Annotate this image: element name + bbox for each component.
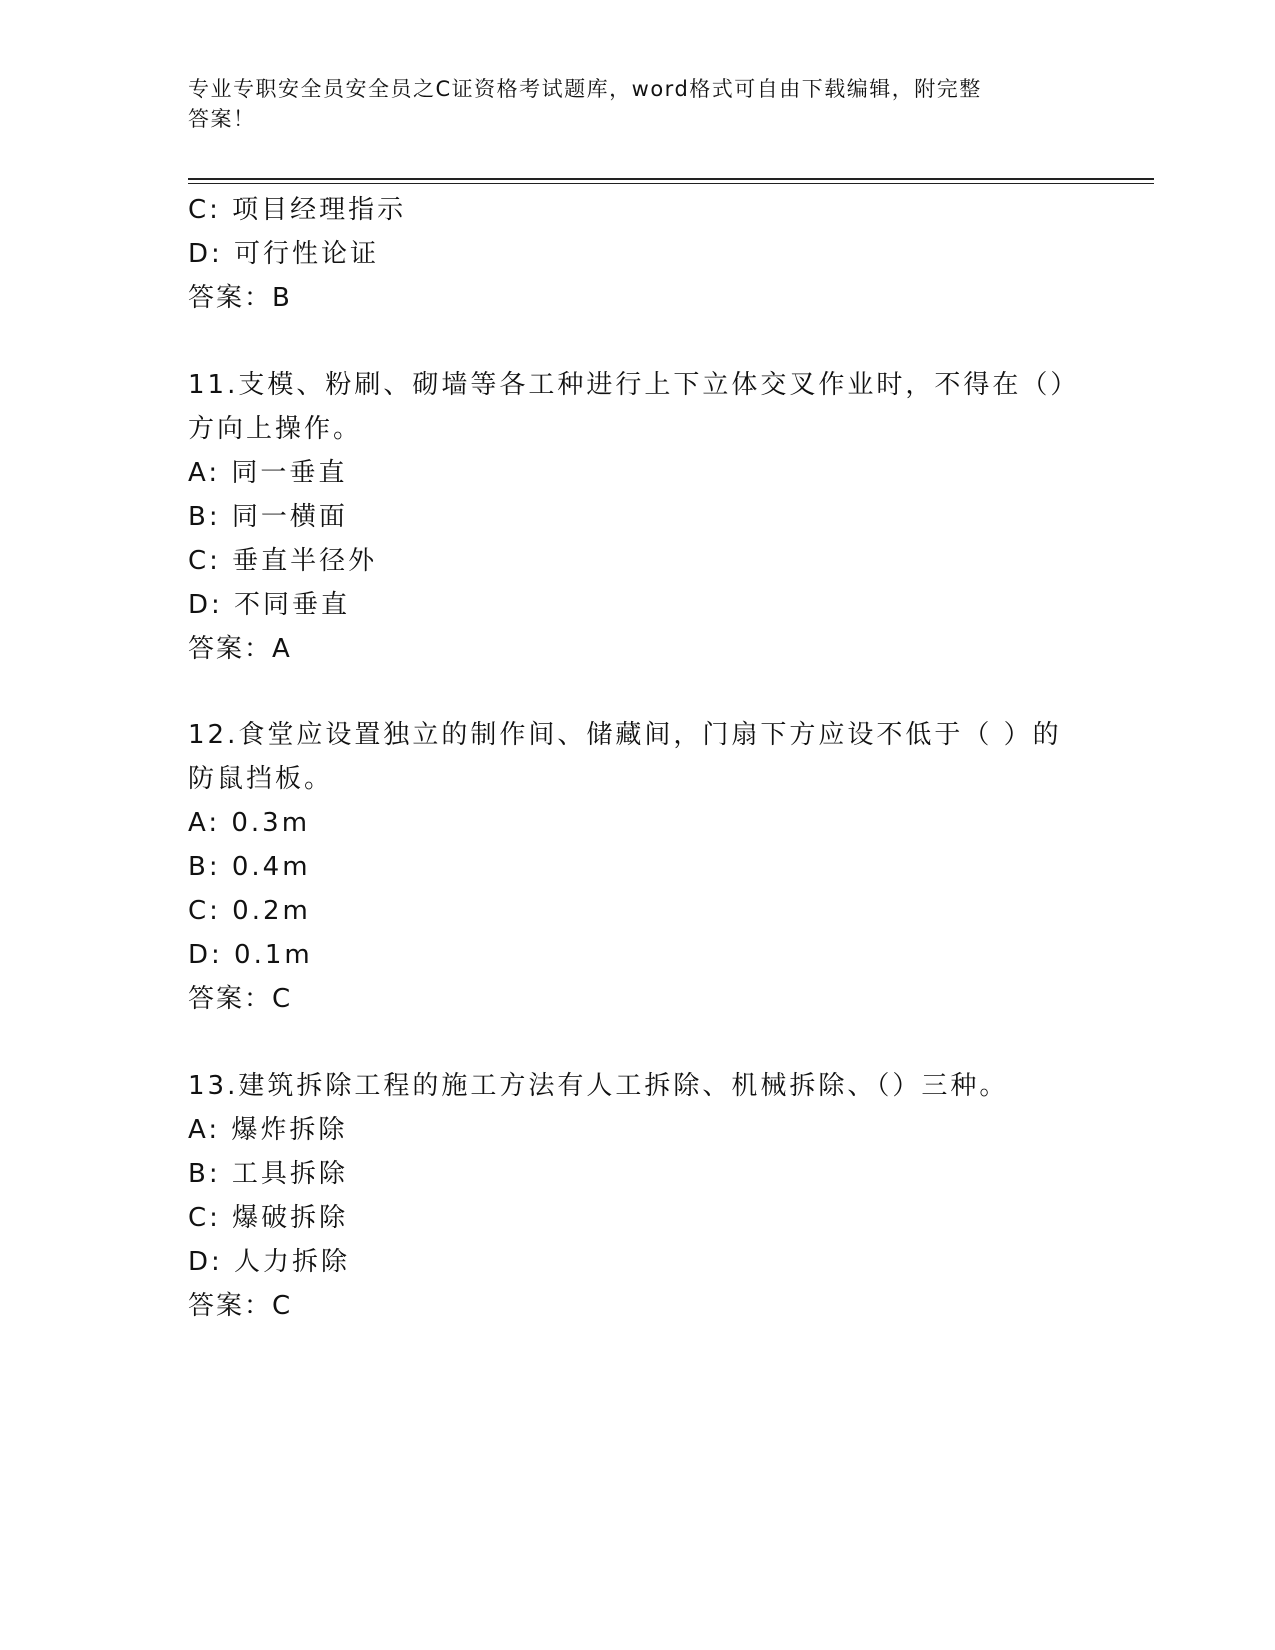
prev-question-option-d: D: 可行性论证: [188, 239, 380, 269]
q13-answer: 答案：C: [188, 1291, 293, 1321]
q11-stem-line-1: 11.支模、粉刷、砌墙等各工种进行上下立体交叉作业时，不得在（）: [188, 370, 1080, 400]
q12-option-c: C: 0.2m: [188, 896, 311, 926]
q13-option-c: C: 爆破拆除: [188, 1203, 349, 1233]
q11-stem-line-2: 方向上操作。: [188, 414, 363, 444]
q12-stem-line-1: 12.食堂应设置独立的制作间、储藏间，门扇下方应设不低于（ ）的: [188, 720, 1062, 750]
prev-question-option-c: C: 项目经理指示: [188, 195, 407, 225]
document-header: [188, 74, 1068, 134]
q13-stem-line-1: 13.建筑拆除工程的施工方法有人工拆除、机械拆除、（）三种。: [188, 1071, 1009, 1101]
header-line-2: 答案！: [188, 107, 256, 131]
q11-option-d: D: 不同垂直: [188, 590, 351, 620]
q13-option-a: A: 爆炸拆除: [188, 1115, 348, 1145]
prev-question-answer: 答案：B: [188, 283, 292, 313]
q11-answer: 答案：A: [188, 634, 292, 664]
q12-option-d: D: 0.1m: [188, 940, 313, 970]
q11-option-b: B: 同一横面: [188, 502, 348, 532]
q12-option-b: B: 0.4m: [188, 852, 311, 882]
q11-option-a: A: 同一垂直: [188, 458, 348, 488]
header-divider-thin: [188, 183, 1154, 184]
header-divider-thick: [188, 178, 1154, 180]
q12-answer: 答案：C: [188, 984, 293, 1014]
header-line-1: 专业专职安全员安全员之C证资格考试题库，word格式可自由下载编辑，附完整: [188, 77, 982, 101]
q13-option-b: B: 工具拆除: [188, 1159, 348, 1189]
q12-option-a: A: 0.3m: [188, 808, 311, 838]
q13-option-d: D: 人力拆除: [188, 1247, 351, 1277]
q11-option-c: C: 垂直半径外: [188, 546, 378, 576]
q12-stem-line-2: 防鼠挡板。: [188, 764, 334, 794]
